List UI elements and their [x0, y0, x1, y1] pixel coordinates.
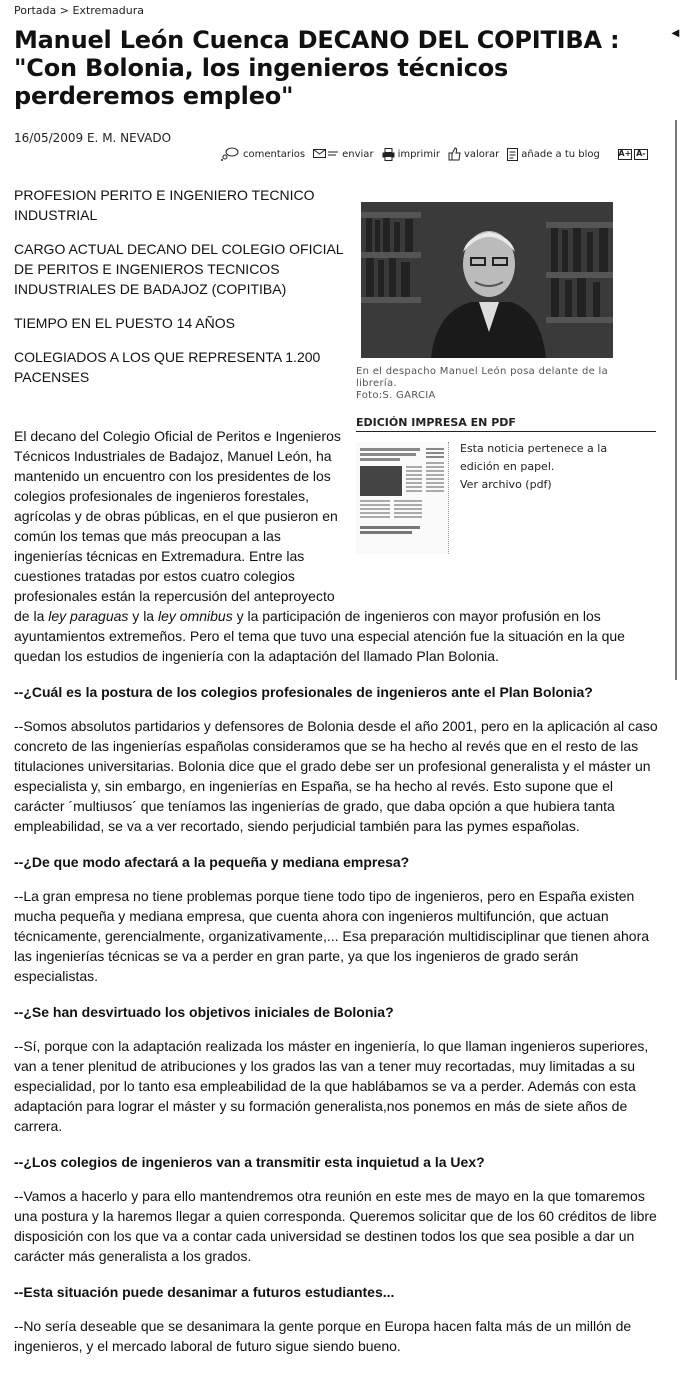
interview-question: --¿Los colegios de ingenieros van a transmitir esta inquietud a la Uex?: [14, 1154, 485, 1170]
thumbs-up-icon: [448, 147, 461, 161]
interview-question: --¿Se han desvirtuado los objetivos iniciales de Bolonia?: [14, 1004, 394, 1020]
print-link[interactable]: [382, 148, 440, 161]
photo-illustration: [361, 202, 613, 358]
print-label: imprimir: [397, 148, 440, 160]
article-body: [14, 426, 660, 1356]
font-increase-button[interactable]: A+: [618, 149, 632, 158]
font-decrease-button[interactable]: A-: [634, 149, 648, 160]
article-title: Manuel León Cuenca DECANO DEL COPITIBA : "Con Bolonia, los ingenieros técnicos perderemos empleo": [14, 26, 620, 110]
interview-answer: --No sería deseable que se desanimara la gente porque en Europa hacen falta más de un millón de ingenieros, y el mercado laboral de futuro sigue siendo bueno.: [14, 1318, 632, 1354]
photo-caption-line2: librería.: [356, 378, 397, 389]
breadcrumb-home-link[interactable]: Portada: [14, 4, 57, 17]
breadcrumb-separator: >: [59, 4, 69, 17]
rate-label: valorar: [463, 148, 500, 160]
interview-question: --¿De que modo afectará a la pequeña y mediana empresa?: [14, 854, 410, 870]
send-link[interactable]: [313, 149, 373, 160]
view-pdf-link[interactable]: Ver archivo (pdf): [460, 478, 552, 491]
fact-members: COLEGIADOS A LOS QUE REPRESENTA 1.200 PACENSES: [14, 349, 321, 385]
article-intro: [14, 426, 660, 666]
font-size-controls: [618, 149, 650, 160]
article-photo[interactable]: [361, 202, 613, 358]
intro-text-3: y la participación de ingenieros con mayor profusión en los ayuntamientos extremeños. Pero el tema que tuvo una especial atención fue la situación en la que quedan los estudios de ingeniería con la adaptación del llamado Plan Bolonia.: [14, 608, 625, 664]
breadcrumb-section-link[interactable]: Extremadura: [72, 4, 144, 17]
interview-answer: --Sí, porque con la adaptación realizada los máster en ingeniería, lo que llaman ingenieros superiores, van a tener plenitud de atribuciones y los grados las van a tener muy recortadas, muy limitadas a su especialidad, por lo tanto esa empleabilidad de la que hablábamos se va a perder. Además con esta adaptación para lograr el máster y su formación generalista,nos ponemos en más de siete años de carrera.: [14, 1038, 649, 1134]
print-edition-line2: edición en papel.: [460, 460, 555, 473]
intro-text-1: El decano del Colegio Oficial de Peritos e Ingenieros Técnicos Industriales de Badajoz, Manuel León, ha mantenido un encuentro con los presidentes de los colegios profesionales de ingenieros forestales, agrícolas y de obras públicas, en el que pusieron en común los temas que más preocupan a las ingenierías técnicas en Extremadura. Entre las cuestiones tratadas por estos cuatro colegios profesionales están la repercusión del anteproyecto de la: [14, 428, 341, 624]
interview-question: --¿Cuál es la postura de los colegios profesionales de ingenieros ante el Plan Bolonia?: [14, 684, 593, 700]
ley-omnibus-term: ley omnibus: [158, 608, 233, 624]
article-toolbar: [220, 145, 658, 163]
add-to-blog-link[interactable]: [507, 148, 600, 161]
comments-link[interactable]: [220, 146, 305, 162]
print-edition-line1: Esta noticia pertenece a la: [460, 442, 608, 455]
ley-paraguas-term: ley paraguas: [48, 608, 129, 624]
fact-position: CARGO ACTUAL DECANO DEL COLEGIO OFICIAL DE PERITOS E INGENIEROS TECNICOS INDUSTRIALES DE BADAJOZ (COPITIBA): [14, 241, 344, 297]
comments-icon: [220, 146, 240, 162]
photo-caption-line1: En el despacho Manuel León posa delante de la: [356, 366, 609, 377]
breadcrumb: [14, 4, 144, 17]
fact-tenure: TIEMPO EN EL PUESTO 14 AÑOS: [14, 315, 235, 331]
interview-answer: --Somos absolutos partidarios y defensores de Bolonia desde el año 2001, pero en la aplicación al caso concreto de las ingenierías españolas consideramos que se ha hecho al revés que en el resto de las titulaciones universitarias. Bolonia dice que el grado debe ser un profesional generalista y el máster un especialista y, sin embargo, en ingenierías en España, se ha hecho al revés. Esto supone que el carácter ´multiusos´ que teníamos las ingenierías de grado, que daba opción a que hubiera tanta empleabilidad, se va a ver recortado, siendo perjudicial también para las pymes españolas.: [14, 718, 658, 834]
interview-question: --Esta situación puede desanimar a futuros estudiantes...: [14, 1284, 395, 1300]
profile-facts: [14, 185, 344, 401]
intro-text-2: y la: [128, 608, 158, 624]
interview-answer: --La gran empresa no tiene problemas porque tiene todo tipo de ingenieros, pero en España existen mucha pequeña y mediana empresa, que cuenta ahora con ingenieros multifunción, que actuan técnicamente, gerencialmente, organizativamente,... Esa preparación multidisciplinar que tienen ahora las ingenierías técnicas se va a perder en gran parte, ya que los ingenieros de grado serán especialistas.: [14, 888, 650, 984]
envelope-icon: [313, 149, 339, 159]
print-edition-heading: EDICIÓN IMPRESA EN PDF: [356, 416, 656, 432]
printer-icon: [382, 148, 395, 161]
rate-link[interactable]: [448, 147, 499, 161]
column-divider: [675, 120, 677, 680]
blog-icon: [507, 148, 518, 161]
article-dateline: 16/05/2009 E. M. NEVADO: [14, 131, 172, 145]
fact-profession: PROFESION PERITO E INGENIERO TECNICO INDUSTRIAL: [14, 187, 315, 223]
sidebar-spacer: [350, 426, 660, 590]
add-to-blog-label: añade a tu blog: [521, 148, 600, 160]
comments-label: comentarios: [243, 148, 306, 160]
photo-credit: Foto:S. GARCIA: [356, 390, 436, 401]
scroll-arrow-icon: ◂: [672, 24, 680, 40]
photo-caption: [356, 366, 656, 402]
interview-answer: --Vamos a hacerlo y para ello mantendremos otra reunión en este mes de mayo en la que tomaremos una postura y la haremos llegar a quien corresponda. Queremos solicitar que de los 60 créditos de libre disposición con los que va a contar cada universidad se destinen todos los que sea posible a dar un carácter más generalista a los grados.: [14, 1188, 657, 1264]
send-label: enviar: [342, 148, 374, 160]
